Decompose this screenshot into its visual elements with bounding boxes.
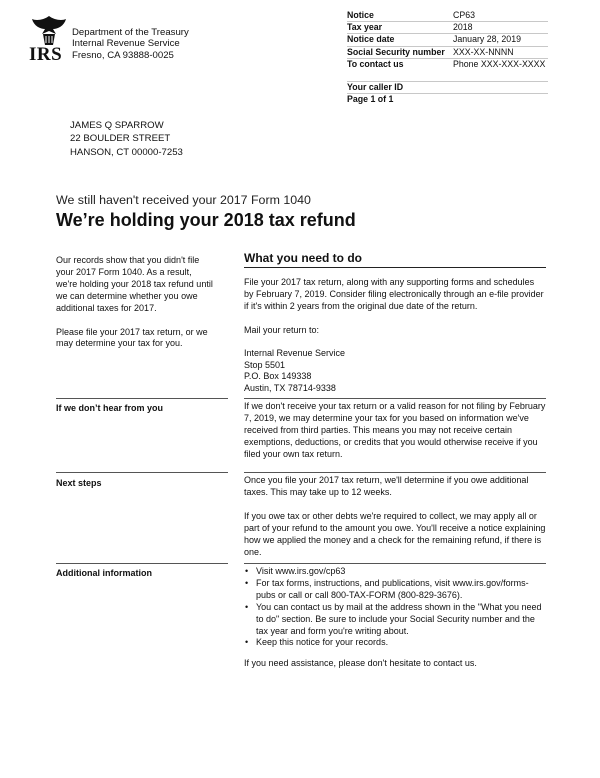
if-no-hear-paragraph: If we don't receive your tax return or a valid reason for not filing by February 7, 2019, we may determine your tax for you based on information we've received from third parties. This means you may not receive certain exemptions, deductions, or credits that you would otherwise receive if you filed your own tax return. (244, 401, 546, 459)
notice-row (347, 82, 548, 94)
notice-label: Your caller ID (347, 81, 404, 92)
notice-label: To contact us (347, 58, 404, 69)
if-no-hear-label: If we don’t hear from you (56, 403, 164, 413)
additional-info-list (244, 566, 546, 649)
list-item: • Visit www.irs.gov/cp63 (256, 566, 546, 578)
what-you-need-heading: What you need to do (244, 251, 546, 268)
notice-row (347, 22, 548, 34)
next-steps-paragraph: If you owe tax or other debts we're required to collect, we may apply all or part of your refund to the amount you owe. You'll receive a notice explaining how we applied the money and a check for the remaining refund, if there is one. (244, 510, 546, 557)
notice-label: Social Security number (347, 46, 445, 57)
notice-value: XXX-XX-NNNN (453, 46, 514, 57)
recipient-address (70, 119, 183, 159)
agency-line: Fresno, CA 93888-0025 (72, 49, 174, 61)
mail-address-line: P.O. Box 149338 (244, 371, 312, 382)
recipient-line: JAMES Q SPARROW (70, 120, 164, 131)
recipient-line: 22 BOULDER STREET (70, 133, 171, 145)
next-steps-label: Next steps (56, 478, 102, 488)
next-steps-text (244, 475, 546, 558)
notice-value: 2018 (453, 22, 473, 33)
section-divider (56, 563, 228, 564)
closing-text: If you need assistance, please don't hesitate to contact us. (244, 658, 477, 669)
notice-value: CP63 (453, 10, 476, 20)
notice-label: Notice (347, 10, 374, 20)
agency-line: Internal Revenue Service (72, 38, 180, 50)
notice-value (453, 94, 548, 105)
irs-logo (30, 14, 68, 64)
page-indicator: Page 1 of 1 (347, 93, 394, 104)
notice-value: Phone XXX-XXX-XXXX (453, 58, 546, 69)
intro-paragraph: Please file your 2017 tax return, or we may determine your tax for you. (56, 326, 208, 349)
notice-row (347, 94, 548, 105)
notice-label: Tax year (347, 22, 383, 33)
list-item: • Keep this notice for your records. (256, 637, 546, 649)
section-divider (244, 398, 546, 399)
next-steps-paragraph: Once you file your 2017 tax return, we'll determine if you owe additional taxes. This may take up to 12 weeks. (244, 475, 529, 497)
section-divider (244, 563, 546, 564)
irs-logo-text: IRS (29, 44, 63, 65)
section-divider (56, 398, 228, 399)
mail-address (244, 348, 546, 396)
list-item: • For tax forms, instructions, and publications, visit www.irs.gov/forms-pubs or call or call 800-TAX-FORM (800-829-3676). (256, 578, 546, 602)
mail-address-line: Austin, TX 78714-9338 (244, 383, 336, 394)
agency-address (72, 27, 189, 61)
what-you-need-body (244, 277, 546, 395)
section-divider (56, 472, 228, 473)
agency-line: Department of the Treasury (72, 27, 189, 38)
what-you-need-paragraph: File your 2017 tax return, along with any supporting forms and schedules by February 7, 2019. Consider filing electronically through an e-file provider if it's within 2 years from the original due date of the return. (244, 277, 544, 311)
section-divider (244, 472, 546, 473)
notice-value: January 28, 2019 (453, 34, 521, 45)
notice-value (453, 82, 548, 93)
notice-row (347, 59, 548, 82)
list-item: • You can contact us by mail at the address shown in the "What you need to do" section. Be sure to include your Social Security number and the tax year and form you're writing about. (256, 602, 546, 638)
notice-row (347, 10, 548, 22)
additional-info-label: Additional information (56, 568, 152, 578)
notice-title: We’re holding your 2018 tax refund (56, 210, 356, 230)
mail-address-line: Stop 5501 (244, 359, 286, 370)
notice-row (347, 47, 548, 59)
intro-paragraph: Our records show that you didn't file your 2017 Form 1040. As a result, we're holding your 2018 tax refund until we can determine whether you owe additional taxes for 2017. (56, 255, 213, 313)
intro-text (56, 255, 214, 350)
if-no-hear-text (244, 401, 546, 461)
notice-info-table (347, 10, 548, 105)
additional-info-body (244, 566, 546, 670)
notice-row (347, 34, 548, 46)
mail-label: Mail your return to: (244, 324, 320, 335)
notice-subheading: We still haven't received your 2017 Form 1040 (56, 193, 311, 207)
mail-address-line: Internal Revenue Service (244, 347, 346, 358)
recipient-line: HANSON, CT 00000-7253 (70, 146, 183, 158)
notice-label: Notice date (347, 34, 395, 45)
